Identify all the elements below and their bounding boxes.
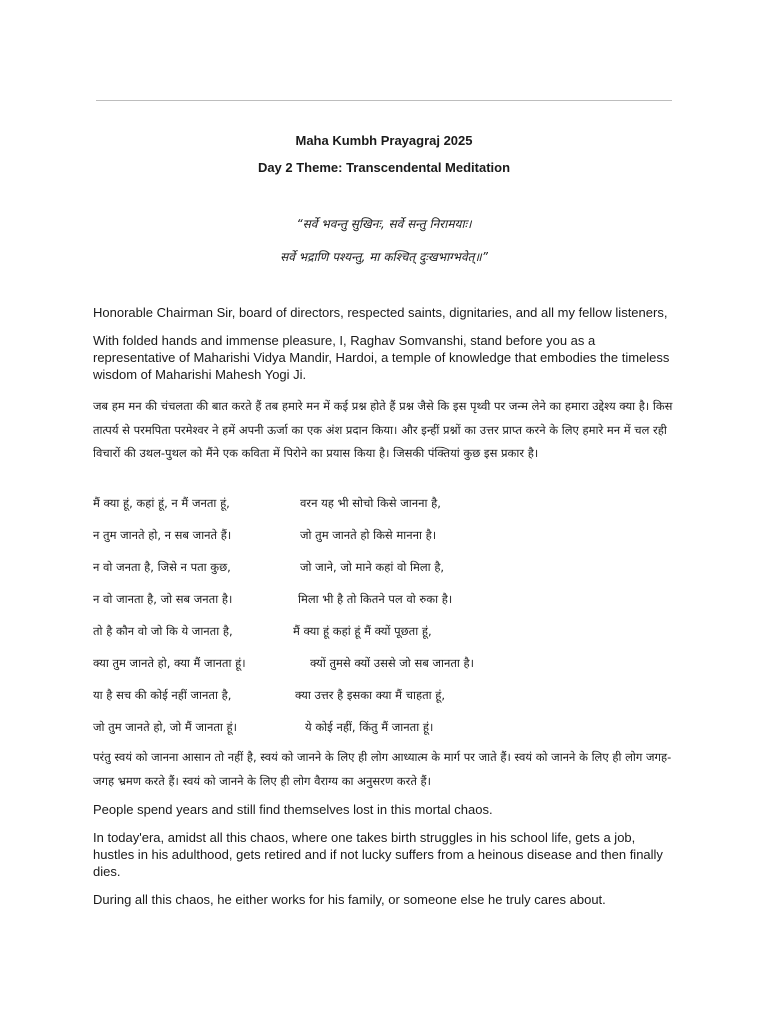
- poem-left: या है सच की कोई नहीं जानता है,: [93, 688, 232, 702]
- document-subtitle: Day 2 Theme: Transcendental Meditation: [257, 160, 511, 175]
- poem-right: क्या उत्तर है इसका क्या मैं चाहता हूं,: [295, 688, 446, 702]
- poem-line: [93, 718, 675, 736]
- poem-line: [93, 622, 675, 640]
- poem-right: जो तुम जानते हो किसे मानना है।: [300, 528, 437, 542]
- poem-left: न वो जानता है, जो सब जनता है।: [93, 592, 233, 606]
- poem-left: न तुम जानते हो, न सब जानते हैं।: [93, 528, 232, 542]
- poem-line: [93, 654, 675, 672]
- hindi-intro-paragraph: जब हम मन की चंचलता की बात करते हैं तब हमारे मन में कई प्रश्न होते हैं प्रश्न जैसे कि इस पृथ्वी पर जन्म लेने का हमारा उद्देश्य क्या है। किस तात्पर्य से परमपिता परमेश्वर ने हमें अपनी ऊर्जा का एक अंश प्रदान किया। और इन्हीं प्रश्नों का उत्तर प्राप्त करने के लिए हमारे मन में चल रही विचारों की उथल-पुथल को मैंने एक कविता में पिरोने का प्रयास किया है। जिसकी पंक्तियां कुछ इस प्रकार है।: [93, 399, 673, 460]
- hindi-outro-paragraph: परंतु स्वयं को जानना आसान तो नहीं है, स्वयं को जानने के लिए ही लोग आध्यात्म के मार्ग पर जाते हैं। स्वयं को जानने के लिए ही लोग जगह-जगह भ्रमण करते हैं। स्वयं को जानने के लिए ही लोग वैराग्य का अनुसरण करते हैं।: [93, 750, 672, 788]
- poem-line: [93, 558, 675, 576]
- document-title: Maha Kumbh Prayagraj 2025: [295, 133, 473, 148]
- header-divider: [96, 100, 672, 101]
- intro-paragraph: With folded hands and immense pleasure, I, Raghav Somvanshi, stand before you as a representative of Maharishi Vidya Mandir, Hardoi, a temple of knowledge that embodies the timeless wisdom of Maharishi Mahesh Yogi Ji.: [93, 333, 670, 382]
- poem-right: वरन यह भी सोचो किसे जानना है,: [300, 496, 441, 510]
- poem-line: [93, 686, 675, 704]
- poem-right: जो जाने, जो माने कहां वो मिला है,: [300, 560, 445, 574]
- poem-left: मैं क्या हूं, कहां हूं, न मैं जनता हूं,: [93, 496, 230, 510]
- poem-left: न वो जनता है, जिसे न पता कुछ,: [93, 560, 231, 574]
- poem-left: जो तुम जानते हो, जो मैं जानता हूं।: [93, 720, 238, 734]
- paragraph-mortal-chaos: People spend years and still find themselves lost in this mortal chaos.: [93, 802, 493, 817]
- poem-line: [93, 590, 675, 608]
- poem-right: मिला भी है तो कितने पल वो रुका है।: [298, 592, 453, 606]
- poem-right: मैं क्या हूं कहां हूं मैं क्यों पूछता हूं,: [293, 624, 432, 638]
- poem-left: क्या तुम जानते हो, क्या मैं जानता हूं।: [93, 656, 246, 670]
- poem-right: क्यों तुमसे क्यों उससे जो सब जानता है।: [310, 656, 474, 670]
- paragraph-family: During all this chaos, he either works for his family, or someone else he truly cares about.: [93, 892, 606, 907]
- greeting-paragraph: Honorable Chairman Sir, board of directors, respected saints, dignitaries, and all my fellow listeners,: [93, 305, 668, 320]
- poem-line: [93, 526, 675, 544]
- sloka-line-1: “सर्वे भवन्तु सुखिनः, सर्वे सन्तु निरामयाः।: [296, 217, 472, 231]
- poem-line: [93, 494, 675, 512]
- poem-right: ये कोई नहीं, किंतु मैं जानता हूं।: [305, 720, 434, 734]
- poem-left: तो है कौन वो जो कि ये जानता है,: [93, 624, 233, 638]
- sloka-line-2: सर्वे भद्राणि पश्यन्तु, मा कश्चित् दुःखभाग्भवेत्॥”: [280, 250, 488, 264]
- paragraph-todays-era: In today'era, amidst all this chaos, where one takes birth struggles in his school life, gets a job, hustles in his adulthood, gets retired and if not lucky suffers from a heinous disease and then finally dies.: [93, 830, 663, 879]
